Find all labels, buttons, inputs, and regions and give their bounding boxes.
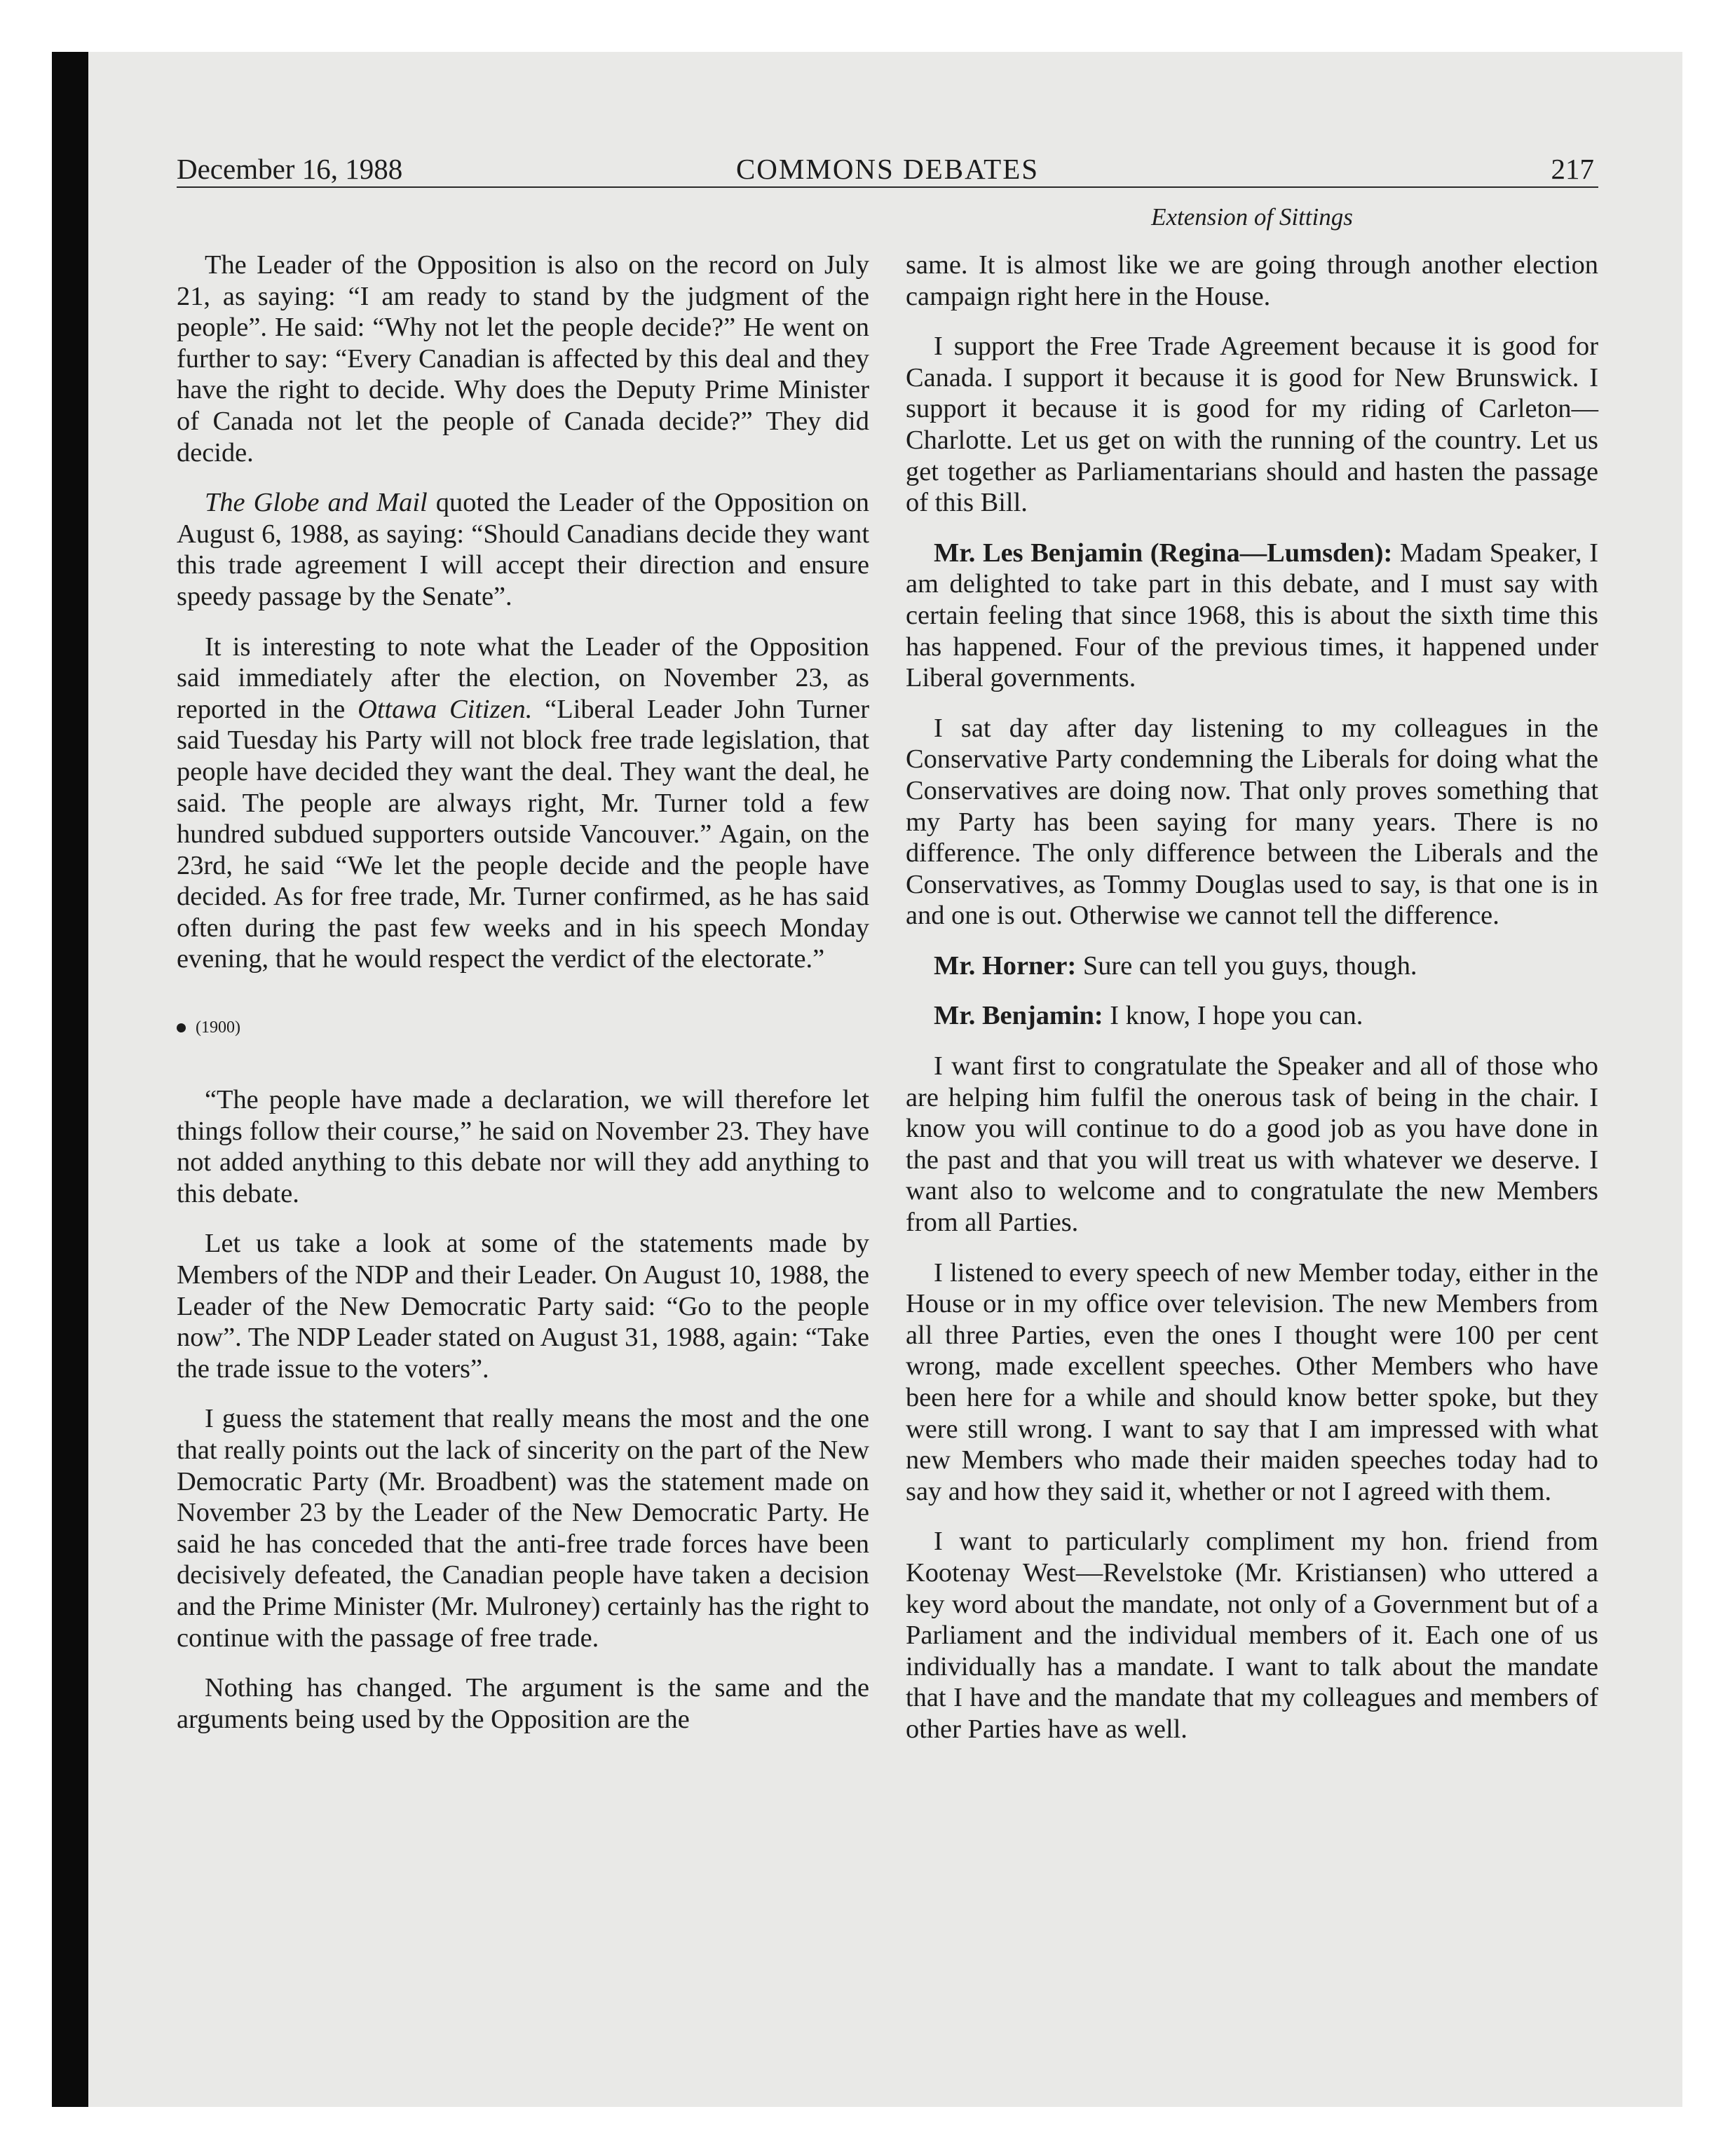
paragraph-text: I know, I hope you can. — [1103, 1001, 1363, 1031]
left-column — [177, 250, 869, 1735]
paragraph: I support the Free Trade Agreement because it is good for Canada. I support it because it is good for New Brunswick. I support it because it is good for my riding of Carleton—Charlotte. Let us get on with the running of the country. Let us get together as Parliamentarians should and hasten the passage of this Bill. — [906, 332, 1598, 518]
paragraph — [177, 632, 869, 976]
paragraph: same. It is almost like we are going through another election campaign right here in the House. — [906, 250, 1598, 311]
paragraph — [906, 538, 1598, 694]
paragraph: Nothing has changed. The argument is the same and the arguments being used by the Opposition are the — [177, 1673, 869, 1734]
speaker-name: Mr. Les Benjamin (Regina—Lumsden): — [934, 538, 1393, 568]
paragraph — [906, 1000, 1598, 1032]
paragraph: I want first to congratulate the Speaker and all of those who are helping him fulfil the onerous task of being in the chair. I know you will continue to do a good job as you have done in the past and that you will treat us with whatever we deserve. I want also to welcome and to congratulate the new Members from all Parties. — [906, 1051, 1598, 1238]
paragraph-text: quoted the Leader of the Opposition on August 6, 1988, as saying: “Should Canadians decide they want this trade agreement I will accept their direction and ensure speedy passage by the Senate”. — [177, 488, 869, 611]
page-number: 217 — [1551, 153, 1594, 185]
paragraph — [906, 950, 1598, 982]
scan-binding-edge — [52, 52, 88, 2107]
time-marker — [177, 1017, 869, 1038]
paragraph-text: “Liberal Leader John Turner said Tuesday his Party will not block free trade legislation, that people have decided they want the deal. They want the deal, he said. The people are always right, Mr. Turner told a few hundred subdued supporters outside Vancouver.” Again, on the 23rd, he said “We let the people decide and the people have decided. As for free trade, Mr. Turner confirmed, as he has said often during the past few weeks and in his speech Monday evening, that he would respect the verdict of the electorate.” — [177, 694, 869, 974]
paragraph: Let us take a look at some of the statements made by Members of the NDP and their Leader. On August 10, 1988, the Leader of the New Democratic Party said: “Go to the people now”. The NDP Leader stated on August 31, 1988, again: “Take the trade issue to the voters”. — [177, 1229, 869, 1384]
paragraph-text: Sure can tell you guys, though. — [1076, 950, 1417, 981]
page-header — [177, 150, 1598, 188]
paragraph-text: It is interesting to note what the Leader of the Opposition said immediately after the election, on November 23, as reported in the — [177, 632, 869, 724]
paragraph — [177, 487, 869, 612]
speaker-name: Mr. Horner: — [934, 950, 1077, 981]
publication-title: Ottawa Citizen. — [358, 694, 533, 724]
header-date: December 16, 1988 — [177, 153, 403, 185]
right-column — [906, 250, 1598, 1745]
paragraph-text: Madam Speaker, I am delighted to take part in this debate, and I must say with certain feeling that since 1968, this is about the sixth time this has happened. Four of the previous times, it happened under Liberal governments. — [906, 538, 1598, 693]
paragraph: The Leader of the Opposition is also on the record on July 21, as saying: “I am ready to stand by the judgment of the people”. He said: “Why not let the people decide?” He went on further to say: “Every Canadian is affected by this deal and they have the right to decide. Why does the Deputy Prime Minister of Canada not let the people of Canada decide?” They did decide. — [177, 250, 869, 468]
running-subtitle: Extension of Sittings — [1151, 203, 1353, 231]
bullet-icon — [177, 1023, 186, 1032]
time-marker-label: (1900) — [196, 1018, 240, 1037]
speaker-name: Mr. Benjamin: — [934, 1001, 1103, 1031]
paragraph: I want to particularly compliment my hon. friend from Kootenay West—Revelstoke (Mr. Kristiansen) who uttered a key word about the mandate, not only of a Government but of a Parliament and the individual members of it. Each one of us individually has a mandate. I want to talk about the mandate that I have and the mandate that my colleagues and members of other Parties have as well. — [906, 1527, 1598, 1744]
paragraph: I guess the statement that really means the most and the one that really points out the lack of sincerity on the part of the New Democratic Party (Mr. Broadbent) was the statement made on November 23 by the Leader of the New Democratic Party. He said he has conceded that the anti-free trade forces have been decisively defeated, the Canadian people have taken a decision and the Prime Minister (Mr. Mulroney) certainly has the right to continue with the passage of free trade. — [177, 1404, 869, 1653]
header-title: COMMONS DEBATES — [735, 153, 1040, 185]
publication-title: The Globe and Mail — [205, 488, 428, 518]
paragraph: I sat day after day listening to my colleagues in the Conservative Party condemning the Liberals for doing what the Conservatives are doing now. That only proves something that my Party has been saying for many years. There is no difference. The only difference between the Liberals and the Conservatives, as Tommy Douglas used to say, is that one is in and one is out. Otherwise we cannot tell the difference. — [906, 713, 1598, 931]
paragraph: I listened to every speech of new Member today, either in the House or in my office over television. The new Members from all three Parties, even the ones I thought were 100 per cent wrong, made excellent speeches. Other Members who have been here for a while and should know better spoke, but they were still wrong. I want to say that I am impressed with what new Members who made their maiden speeches today had to say and how they said it, whether or not I agreed with them. — [906, 1257, 1598, 1506]
paragraph: “The people have made a declaration, we will therefore let things follow their course,” he said on November 23. They have not added anything to this debate nor will they add anything to this debate. — [177, 1085, 869, 1208]
